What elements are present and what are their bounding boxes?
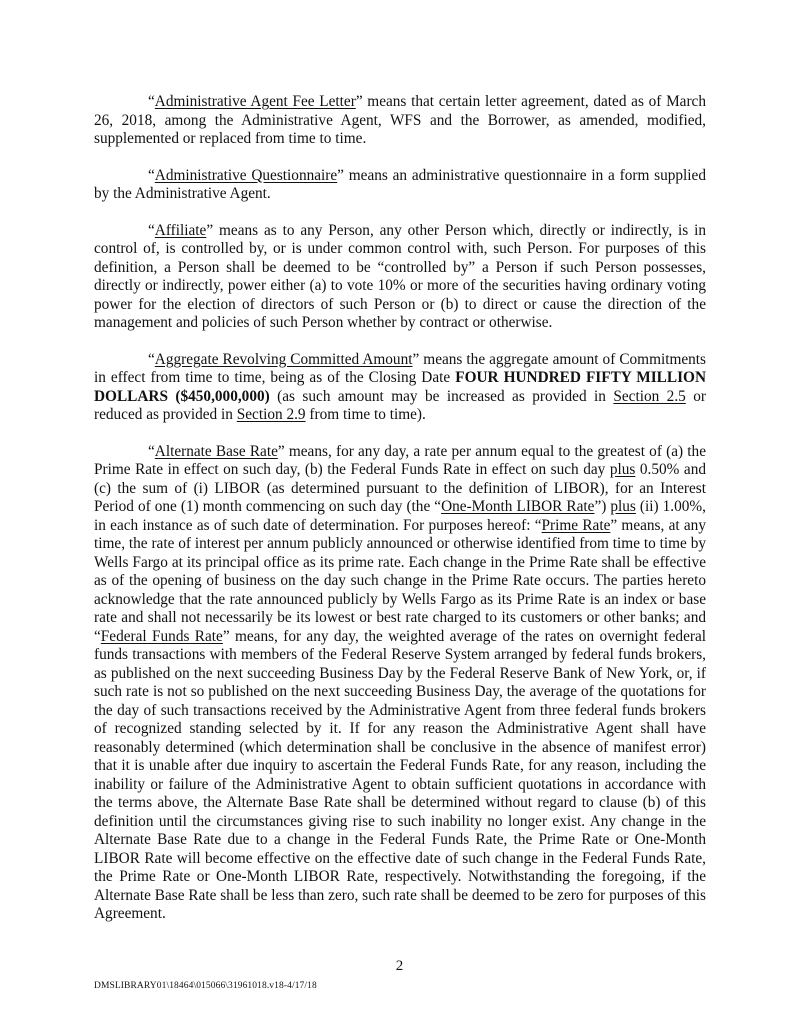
plus-term: plus — [610, 498, 636, 515]
definition-text: ” means that certain letter agreement, dated as of March 26, 2018, among the Administrative Agent, WFS and the Borrower, as amended, modified, supplemented or replaced from time to time. — [94, 93, 706, 147]
definition-text: from time to time). — [305, 406, 426, 423]
open-quote: “ — [148, 442, 155, 460]
defined-term: One-Month LIBOR Rate — [441, 498, 595, 515]
definition-text: ” means, for any day, a rate per annum equal to the greatest of (a) the Prime Rate in effect on such day, (b) the Federal Funds Rate in effect on such day — [94, 442, 706, 478]
defined-term: Alternate Base Rate — [154, 442, 278, 460]
definition-text: (as such amount may be increased as provided in — [269, 387, 614, 405]
document-body — [94, 93, 706, 942]
document-id: DMSLIBRARY01\18464\015066\31961018.v18-4/17/18 — [94, 981, 317, 991]
definition-affiliate — [94, 222, 706, 333]
defined-term: Affiliate — [154, 221, 207, 239]
definition-text: ” means as to any Person, any other Person which, directly or indirectly, is in control of, is controlled by, or is under common control with, such Person. For purposes of this definition, a Person shall be deemed to be “controlled by” a Person if such Person possesses, directly or indirectly, power either (a) to vote 10% or more of the securities having ordinary voting power for the election of directors of such Person or (b) to direct or cause the direction of the management and policies of such Person whether by contract or otherwise. — [94, 221, 706, 331]
definition-text: (ii) 1.00%, in each instance as of such date of determination. For purposes hereof: “ — [94, 498, 706, 534]
definition-administrative-questionnaire — [94, 167, 706, 204]
defined-term: Administrative Questionnaire — [154, 166, 338, 184]
defined-term: Administrative Agent Fee Letter — [154, 93, 356, 110]
definition-administrative-agent-fee-letter — [94, 93, 706, 149]
definition-alternate-base-rate — [94, 443, 706, 924]
open-quote: “ — [148, 93, 155, 110]
definition-text: 0.50% and (c) the sum of (i) LIBOR (as determined pursuant to the definition of LIBOR), for an Interest Period of one (1) month commencing on such day (the “ — [94, 461, 706, 515]
definition-text: ” means, at any time, the rate of interest per annum publicly announced or otherwise identified from time to time by Wells Fargo at its principal office as its prime rate. Each change in the Prime Rate shall be effective as of the opening of business on the day such change in the Prime Rate occurs. The parties hereto acknowledge that the rate announced publicly by Wells Fargo as its Prime Rate is an index or base rate and shall not necessarily be its lowest or best rate charged to its customers or other banks; and “ — [94, 516, 706, 645]
open-quote: “ — [148, 221, 155, 239]
defined-term: Prime Rate — [541, 516, 611, 534]
section-reference: Section 2.9 — [236, 406, 306, 423]
committed-amount-bold: FOUR HUNDRED FIFTY MILLION DOLLARS ($450,000,000) — [94, 369, 706, 405]
definition-text: or reduced as provided in — [94, 387, 706, 423]
defined-term: Federal Funds Rate — [100, 627, 223, 645]
definition-text: ” means an administrative questionnaire in a form supplied by the Administrative Agent. — [94, 166, 706, 202]
defined-term: Aggregate Revolving Committed Amount — [154, 350, 413, 368]
open-quote: “ — [148, 166, 155, 184]
page-number: 2 — [395, 958, 404, 974]
open-quote: “ — [148, 350, 155, 368]
definition-text: ” means, for any day, the weighted average of the rates on overnight federal funds transactions with members of the Federal Reserve System arranged by federal funds brokers, as published on the next succeeding Business Day by the Federal Reserve Bank of New York, or, if such rate is not so published on the next succeeding Business Day, the average of the quotations for the day of such transactions received by the Administrative Agent from three federal funds brokers of recognized standing selected by it. If for any reason the Administrative Agent shall have reasonably determined (which determination shall be conclusive in the absence of manifest error) that it is unable after due inquiry to ascertain the Federal Funds Rate, for any reason, including the inability or failure of the Administrative Agent to obtain sufficient quotations in accordance with the terms above, the Alternate Base Rate shall be determined without regard to clause (b) of this definition until the circumstances giving rise to such inability no longer exist. Any change in the Alternate Base Rate due to a change in the Federal Funds Rate, the Prime Rate or One-Month LIBOR Rate will become effective on the effective date of such change in the Federal Funds Rate, the Prime Rate or One-Month LIBOR Rate, respectively. Notwithstanding the foregoing, if the Alternate Base Rate shall be less than zero, such rate shall be deemed to be zero for purposes of this Agreement. — [94, 627, 706, 922]
section-reference: Section 2.5 — [613, 387, 686, 405]
definition-aggregate-revolving-committed-amount — [94, 351, 706, 425]
definition-text: ”) — [594, 498, 611, 515]
plus-term: plus — [609, 461, 636, 478]
definition-text: ” means the aggregate amount of Commitments in effect from time to time, being as of the Closing Date — [94, 350, 707, 386]
